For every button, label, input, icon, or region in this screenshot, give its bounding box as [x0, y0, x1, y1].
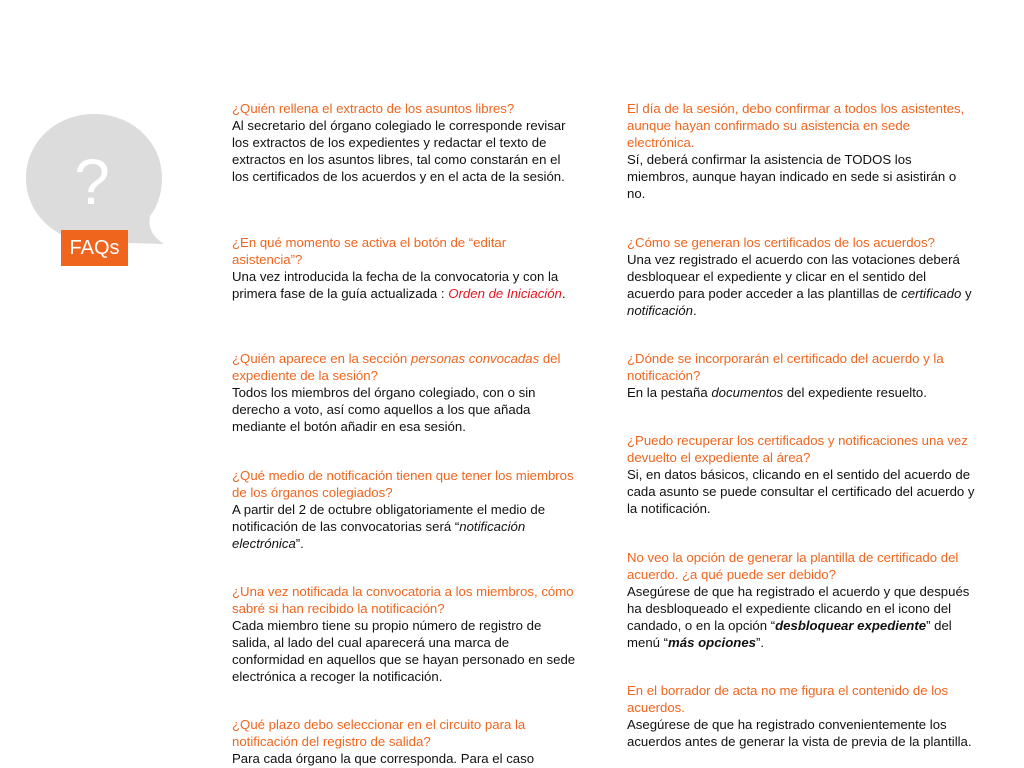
- faq-item: [627, 549, 975, 651]
- faq-answer: A partir del 2 de octubre obligatoriamente el medio de notificación de las convocatorias será “notificación electrónica”.: [232, 502, 546, 551]
- faqs-badge: FAQs: [61, 230, 128, 266]
- svg-text:?: ?: [74, 146, 110, 218]
- faq-answer: Si, en datos básicos, clicando en el sentido del acuerdo de cada asunto se puede consultar el certificado del acuerdo y la notificación.: [627, 467, 975, 516]
- faq-question: ¿Una vez notificada la convocatoria a los miembros, cómo sabré si han recibido la notificación?: [232, 584, 574, 616]
- faq-item: [232, 100, 577, 185]
- faq-question: El día de la sesión, debo confirmar a todos los asistentes, aunque hayan confirmado su asistencia en sede electrónica.: [627, 101, 965, 150]
- faq-question: ¿Dónde se incorporarán el certificado del acuerdo y la notificación?: [627, 351, 944, 383]
- faq-item: [232, 234, 577, 302]
- faq-item: [627, 100, 975, 202]
- faq-answer: Cada miembro tiene su propio número de registro de salida, al lado del cual aparecerá una marca de conformidad en aquellos que se hayan personado en sede electrónica a recoger la notificación.: [232, 618, 576, 684]
- faq-question: ¿Puedo recuperar los certificados y notificaciones una vez devuelto el expediente al área?: [627, 433, 968, 465]
- faq-answer: En la pestaña documentos del expediente resuelto.: [627, 385, 927, 400]
- faq-question: ¿En qué momento se activa el botón de “editar asistencia”?: [232, 235, 507, 267]
- faq-answer: Sí, deberá confirmar la asistencia de TODOS los miembros, aunque hayan indicado en sede si asistirán o no.: [627, 152, 957, 201]
- guide-phase-link: Orden de Iniciación: [448, 286, 562, 301]
- faq-item: [627, 234, 975, 319]
- faq-question: ¿Qué plazo debo seleccionar en el circuito para la notificación del registro de salida?: [232, 717, 526, 749]
- faq-answer: Para cada órgano la que corresponda. Para el caso: [232, 751, 535, 766]
- faq-item: [627, 682, 975, 750]
- faq-question: ¿Cómo se generan los certificados de los acuerdos?: [627, 235, 935, 250]
- faq-question: No veo la opción de generar la plantilla de certificado del acuerdo. ¿a qué puede ser debido?: [627, 550, 959, 582]
- faq-answer: Asegúrese de que ha registrado convenientemente los acuerdos antes de generar la vista de previa de la plantilla.: [627, 717, 972, 749]
- faq-question: ¿Qué medio de notificación tienen que tener los miembros de los órganos colegiados?: [232, 468, 574, 500]
- faq-item: [232, 467, 577, 552]
- faq-item: [232, 350, 577, 435]
- faq-answer: Una vez registrado el acuerdo con las votaciones deberá desbloquear el expediente y clicar en el sentido del acuerdo para poder acceder a las plantillas de certificado y notificación.: [627, 252, 972, 318]
- faq-answer: Todos los miembros del órgano colegiado, con o sin derecho a voto, así como aquellos a los que añada mediante el botón añadir en esa sesión.: [232, 385, 536, 434]
- faq-answer: Asegúrese de que ha registrado el acuerdo y que después ha desbloqueado el expediente clicando en el icono del candado, o en la opción “desbloquear expediente” del menú “más opciones”.: [627, 584, 970, 650]
- faq-item: [627, 432, 975, 517]
- faq-question: ¿Quién aparece en la sección personas convocadas del expediente de la sesión?: [232, 351, 561, 383]
- faq-item: [232, 583, 577, 685]
- faq-answer: Una vez introducida la fecha de la convocatoria y con la primera fase de la guía actualizada : Orden de Iniciación.: [232, 269, 566, 301]
- faq-question: ¿Quién rellena el extracto de los asuntos libres?: [232, 101, 515, 116]
- faq-question: En el borrador de acta no me figura el contenido de los acuerdos.: [627, 683, 949, 715]
- faq-item: [627, 350, 975, 401]
- faq-item: [232, 716, 577, 767]
- faq-answer: Al secretario del órgano colegiado le corresponde revisar los extractos de los expedientes y redactar el texto de extractos en los asuntos libres, tal como constarán en el los certificados de los acuerdos y en el acta de la sesión.: [232, 118, 566, 184]
